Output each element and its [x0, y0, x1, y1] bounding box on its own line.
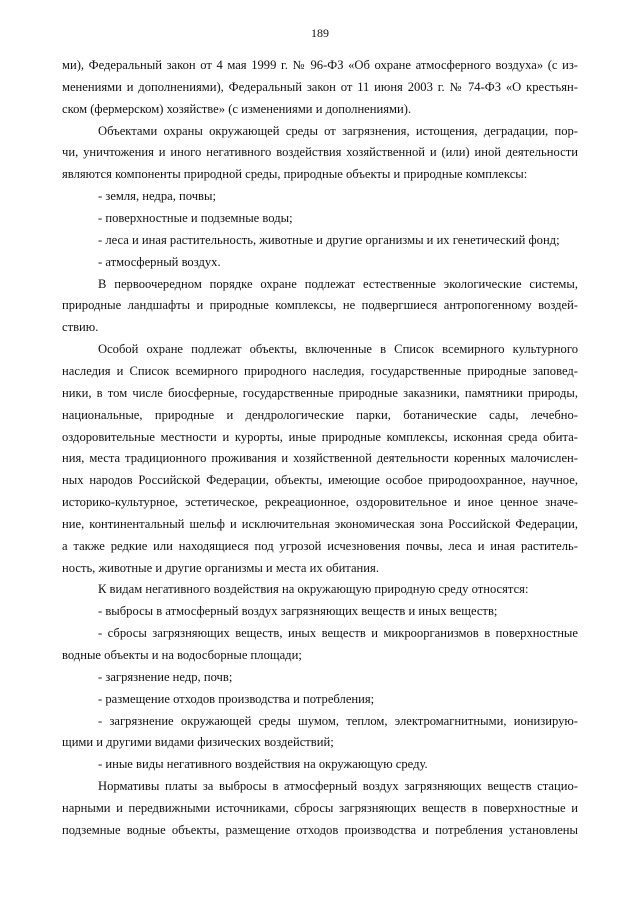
text-line: ние, континентальный шельф и исключительная экономическая зона Российской Федерации, [62, 516, 578, 531]
text-line: - атмосферный воздух. [98, 254, 221, 269]
text-line: наследия и Список всемирного природного наследия, государственные природные заповед- [62, 363, 578, 378]
text-line: - выбросы в атмосферный воздух загрязняющих веществ и иных веществ; [98, 604, 498, 619]
text-line: ники, в том числе биосферные, государственные природные заказники, памятники природы, [62, 385, 578, 400]
text-line: - леса и иная растительность, животные и другие организмы и их генетический фонд; [98, 232, 560, 247]
text-line: - размещение отходов производства и потребления; [98, 691, 375, 706]
text-line: Объектами охраны окружающей среды от загрязнения, истощения, деградации, пор- [98, 123, 578, 138]
text-line: ных народов Российской Федерации, объекты, имеющие особое природоохранное, научное, [62, 473, 578, 488]
text-line: природные ландшафты и природные комплексы, не подвергшиеся антропогенному воздей- [62, 298, 578, 313]
text-line: менениями и дополнениями), Федеральный закон от 11 июня 2003 г. № 74-ФЗ «О крестьян- [62, 79, 578, 94]
text-line: - иные виды негативного воздействия на окружающую среду. [98, 757, 428, 772]
text-line: нарными и передвижными источниками, сбросы загрязняющих веществ в поверхностные и [62, 800, 578, 815]
text-line: историко-культурное, эстетическое, рекреационное, оздоровительное и иное ценное значе- [62, 495, 578, 509]
text-line: - загрязнение окружающей среды шумом, теплом, электромагнитными, ионизирую- [98, 713, 578, 728]
text-line: чи, уничтожения и иного негативного воздействия хозяйственной и (или) иной деятельности [62, 145, 578, 160]
text-line: ствию. [62, 320, 99, 335]
text-line: подземные водные объекты, размещение отходов производства и потребления установлены [62, 822, 578, 837]
text-line: ния, места традиционного проживания и хозяйственной деятельности коренных малочислен- [62, 451, 578, 466]
text-line: водные объекты и на водосборные площади; [62, 648, 302, 662]
text-line: - сбросы загрязняющих веществ, иных веществ и микроорганизмов в поверхностные [98, 626, 578, 641]
text-line: - поверхностные и подземные воды; [98, 211, 293, 225]
page-number: 189 [311, 26, 329, 40]
text-line: К видам негативного воздействия на окружающую природную среду относятся: [98, 582, 529, 597]
text-line: щими и другими видами физических воздействий; [62, 735, 334, 750]
text-line: - земля, недра, почвы; [98, 189, 216, 204]
text-line: - загрязнение недр, почв; [98, 669, 233, 684]
text-line: а также редкие или находящиеся под угрозой исчезновения почвы, леса и иная раститель- [62, 538, 578, 553]
text-line: являются компоненты природной среды, природные объекты и природные комплексы: [62, 167, 528, 182]
text-line: ность, животные и другие организмы и места их обитания. [62, 560, 379, 575]
text-line: национальные, природные и дендрологические парки, ботанические сады, лечебно- [62, 407, 578, 422]
text-line: Нормативы платы за выбросы в атмосферный воздух загрязняющих веществ стацио- [98, 779, 578, 794]
text-line: ском (фермерском) хозяйстве» (с изменениями и дополнениями). [62, 101, 412, 116]
text-line: оздоровительные местности и курорты, иные природные комплексы, исконная среда обита- [62, 429, 578, 444]
text-line: В первоочередном порядке охране подлежат естественные экологические системы, [98, 276, 578, 291]
text-line: Особой охране подлежат объекты, включенные в Список всемирного культурного [98, 342, 578, 357]
text-line: ми), Федеральный закон от 4 мая 1999 г. № 96-ФЗ «Об охране атмосферного воздуха» (с из- [62, 58, 578, 72]
